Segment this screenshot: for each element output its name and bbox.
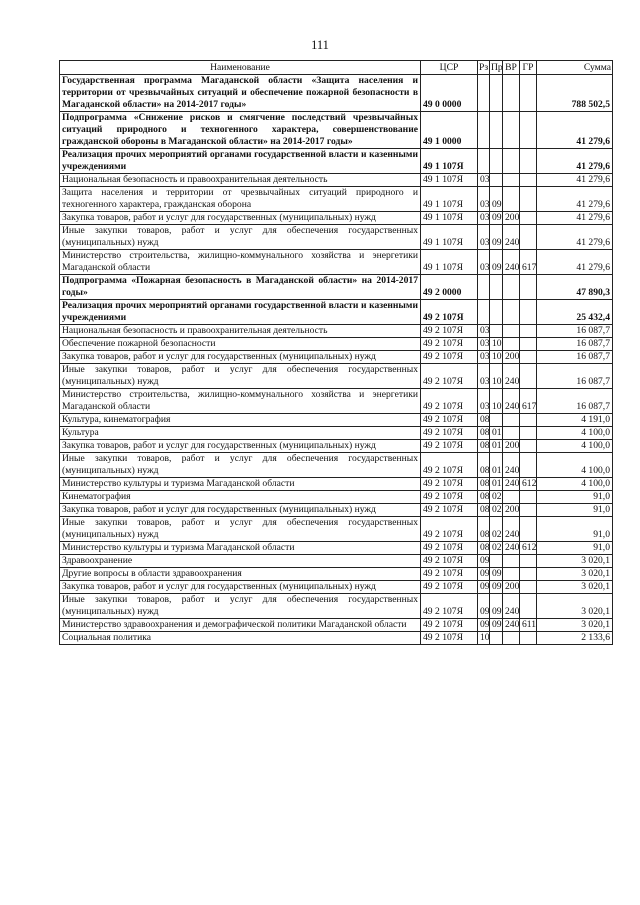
row-vr: 240 <box>503 453 520 478</box>
row-rz: 03 <box>478 338 490 351</box>
row-gr <box>520 112 537 149</box>
row-name: Государственная программа Магаданской области «Защита населения и территории от чрезвычайных ситуаций и обеспечение пожарной безопасности в Магаданской области» на 2014-2017 годы» <box>60 75 421 112</box>
row-csr: 49 1 107Я <box>421 149 478 174</box>
header-rz: Рз <box>479 61 489 73</box>
row-csr: 49 2 107Я <box>421 300 478 325</box>
table-row <box>60 149 613 174</box>
row-gr <box>520 75 537 112</box>
row-name: Закупка товаров, работ и услуг для государственных (муниципальных) нужд <box>60 440 421 453</box>
row-name: Закупка товаров, работ и услуг для государственных (муниципальных) нужд <box>60 351 421 364</box>
row-csr: 49 2 107Я <box>421 581 478 594</box>
row-sum: 788 502,5 <box>537 75 613 112</box>
row-rz <box>478 112 490 149</box>
row-sum: 16 087,7 <box>537 389 613 414</box>
row-rz: 08 <box>478 453 490 478</box>
row-rz: 08 <box>478 478 490 491</box>
row-pr: 01 <box>490 453 503 478</box>
row-vr <box>503 174 520 187</box>
row-rz: 08 <box>478 542 490 555</box>
row-gr <box>520 504 537 517</box>
row-pr: 02 <box>490 517 503 542</box>
table-row <box>60 225 613 250</box>
row-rz: 03 <box>478 187 490 212</box>
row-csr: 49 1 107Я <box>421 174 478 187</box>
header-name: Наименование <box>60 61 421 75</box>
table-row <box>60 594 613 619</box>
row-gr <box>520 275 537 300</box>
row-rz: 08 <box>478 414 490 427</box>
row-csr: 49 0 0000 <box>421 75 478 112</box>
row-name: Закупка товаров, работ и услуг для государственных (муниципальных) нужд <box>60 504 421 517</box>
table-row <box>60 632 613 645</box>
row-vr <box>503 338 520 351</box>
table-row <box>60 325 613 338</box>
row-gr <box>520 149 537 174</box>
row-sum: 25 432,4 <box>537 300 613 325</box>
row-sum: 16 087,7 <box>537 364 613 389</box>
row-csr: 49 2 107Я <box>421 325 478 338</box>
row-rz: 03 <box>478 174 490 187</box>
row-gr <box>520 338 537 351</box>
row-sum: 4 100,0 <box>537 453 613 478</box>
row-pr <box>490 174 503 187</box>
row-gr: 611 <box>520 619 537 632</box>
row-csr: 49 2 107Я <box>421 440 478 453</box>
row-csr: 49 1 0000 <box>421 112 478 149</box>
table-row <box>60 174 613 187</box>
row-rz <box>478 149 490 174</box>
row-csr: 49 1 107Я <box>421 212 478 225</box>
row-vr <box>503 325 520 338</box>
table-row <box>60 478 613 491</box>
page-number: 111 <box>311 38 329 52</box>
table-row <box>60 581 613 594</box>
row-sum: 3 020,1 <box>537 619 613 632</box>
row-csr: 49 2 107Я <box>421 619 478 632</box>
table-row <box>60 351 613 364</box>
row-pr: 09 <box>490 212 503 225</box>
row-pr <box>490 275 503 300</box>
row-name: Культура, кинематография <box>60 414 421 427</box>
row-vr <box>503 414 520 427</box>
row-vr: 240 <box>503 478 520 491</box>
header-sum: Сумма <box>537 61 613 75</box>
row-sum: 16 087,7 <box>537 325 613 338</box>
table-row <box>60 112 613 149</box>
row-pr: 10 <box>490 364 503 389</box>
row-gr: 617 <box>520 389 537 414</box>
row-csr: 49 2 107Я <box>421 427 478 440</box>
row-name: Иные закупки товаров, работ и услуг для обеспечения государственных (муниципальных) нужд <box>60 364 421 389</box>
row-pr <box>490 325 503 338</box>
row-gr <box>520 568 537 581</box>
row-rz: 09 <box>478 568 490 581</box>
row-sum: 41 279,6 <box>537 250 613 275</box>
row-sum: 4 191,0 <box>537 414 613 427</box>
table-row <box>60 555 613 568</box>
row-rz: 03 <box>478 389 490 414</box>
row-rz: 08 <box>478 491 490 504</box>
row-gr <box>520 351 537 364</box>
row-pr: 01 <box>490 440 503 453</box>
row-csr: 49 2 107Я <box>421 478 478 491</box>
row-name: Реализация прочих мероприятий органами государственной власти и казенными учреждениями <box>60 149 421 174</box>
table-row <box>60 300 613 325</box>
row-vr: 240 <box>503 542 520 555</box>
row-name: Закупка товаров, работ и услуг для государственных (муниципальных) нужд <box>60 212 421 225</box>
row-rz: 08 <box>478 517 490 542</box>
row-gr <box>520 491 537 504</box>
table-row <box>60 414 613 427</box>
row-name: Министерство здравоохранения и демографической политики Магаданской области <box>60 619 421 632</box>
row-vr: 240 <box>503 594 520 619</box>
row-rz: 03 <box>478 250 490 275</box>
table-row <box>60 619 613 632</box>
row-gr: 612 <box>520 478 537 491</box>
row-sum: 16 087,7 <box>537 351 613 364</box>
row-csr: 49 1 107Я <box>421 225 478 250</box>
row-vr: 200 <box>503 351 520 364</box>
row-name: Здравоохранение <box>60 555 421 568</box>
row-name: Подпрограмма «Снижение рисков и смягчение последствий чрезвычайных ситуаций природного и техногенного характера, совершенствование гражданской обороны в Магаданской области» на 2014-2017 годы» <box>60 112 421 149</box>
row-gr <box>520 225 537 250</box>
row-vr: 240 <box>503 619 520 632</box>
row-pr <box>490 149 503 174</box>
table-header-row <box>60 61 613 75</box>
row-csr: 49 2 107Я <box>421 542 478 555</box>
row-sum: 4 100,0 <box>537 440 613 453</box>
row-vr <box>503 75 520 112</box>
table-row <box>60 542 613 555</box>
header-vr: ВР <box>503 61 520 75</box>
row-vr <box>503 300 520 325</box>
row-csr: 49 2 107Я <box>421 453 478 478</box>
row-csr: 49 1 107Я <box>421 187 478 212</box>
row-sum: 41 279,6 <box>537 212 613 225</box>
row-sum: 4 100,0 <box>537 427 613 440</box>
row-pr: 10 <box>490 351 503 364</box>
row-gr <box>520 212 537 225</box>
table-row <box>60 568 613 581</box>
row-rz: 03 <box>478 364 490 389</box>
row-csr: 49 2 107Я <box>421 568 478 581</box>
row-csr: 49 2 107Я <box>421 555 478 568</box>
row-gr <box>520 453 537 478</box>
row-gr <box>520 517 537 542</box>
table-row <box>60 440 613 453</box>
row-rz <box>478 75 490 112</box>
row-sum: 41 279,6 <box>537 149 613 174</box>
row-gr <box>520 632 537 645</box>
row-rz: 03 <box>478 212 490 225</box>
row-name: Культура <box>60 427 421 440</box>
row-name: Национальная безопасность и правоохранительная деятельность <box>60 325 421 338</box>
row-vr <box>503 275 520 300</box>
row-name: Обеспечение пожарной безопасности <box>60 338 421 351</box>
row-sum: 91,0 <box>537 504 613 517</box>
row-vr: 240 <box>503 517 520 542</box>
header-pr: Пр <box>491 61 503 73</box>
row-vr <box>503 632 520 645</box>
row-csr: 49 2 107Я <box>421 594 478 619</box>
row-sum: 91,0 <box>537 542 613 555</box>
row-pr: 09 <box>490 187 503 212</box>
row-gr: 612 <box>520 542 537 555</box>
row-vr: 240 <box>503 250 520 275</box>
row-sum: 3 020,1 <box>537 594 613 619</box>
row-sum: 91,0 <box>537 517 613 542</box>
row-sum: 4 100,0 <box>537 478 613 491</box>
row-name: Министерство культуры и туризма Магаданской области <box>60 542 421 555</box>
row-sum: 41 279,6 <box>537 225 613 250</box>
row-rz: 03 <box>478 325 490 338</box>
row-vr <box>503 149 520 174</box>
row-pr: 09 <box>490 581 503 594</box>
row-gr <box>520 414 537 427</box>
row-pr: 02 <box>490 491 503 504</box>
row-vr <box>503 568 520 581</box>
row-gr <box>520 364 537 389</box>
row-csr: 49 2 107Я <box>421 414 478 427</box>
row-name: Подпрограмма «Пожарная безопасность в Магаданской области» на 2014-2017 годы» <box>60 275 421 300</box>
row-pr <box>490 632 503 645</box>
table-row <box>60 275 613 300</box>
row-vr <box>503 427 520 440</box>
row-vr: 200 <box>503 504 520 517</box>
row-sum: 41 279,6 <box>537 187 613 212</box>
row-vr: 240 <box>503 225 520 250</box>
table-row <box>60 517 613 542</box>
row-rz: 10 <box>478 632 490 645</box>
row-pr: 01 <box>490 427 503 440</box>
row-csr: 49 2 107Я <box>421 504 478 517</box>
row-rz: 03 <box>478 225 490 250</box>
row-csr: 49 2 107Я <box>421 517 478 542</box>
row-gr <box>520 325 537 338</box>
row-pr: 10 <box>490 389 503 414</box>
row-name: Реализация прочих мероприятий органами государственной власти и казенными учреждениями <box>60 300 421 325</box>
row-name: Иные закупки товаров, работ и услуг для обеспечения государственных (муниципальных) нужд <box>60 225 421 250</box>
row-pr <box>490 555 503 568</box>
row-csr: 49 2 107Я <box>421 364 478 389</box>
table-row <box>60 389 613 414</box>
table-row <box>60 187 613 212</box>
table-row <box>60 75 613 112</box>
row-csr: 49 2 107Я <box>421 491 478 504</box>
header-csr: ЦСР <box>421 61 478 75</box>
table-row <box>60 453 613 478</box>
row-sum: 47 890,3 <box>537 275 613 300</box>
row-name: Национальная безопасность и правоохранительная деятельность <box>60 174 421 187</box>
row-gr <box>520 581 537 594</box>
row-pr: 09 <box>490 250 503 275</box>
row-rz: 09 <box>478 594 490 619</box>
row-sum: 3 020,1 <box>537 568 613 581</box>
header-gr: ГР <box>520 61 537 75</box>
row-name: Закупка товаров, работ и услуг для государственных (муниципальных) нужд <box>60 581 421 594</box>
row-csr: 49 2 107Я <box>421 632 478 645</box>
row-rz: 08 <box>478 504 490 517</box>
row-pr: 09 <box>490 225 503 250</box>
row-name: Иные закупки товаров, работ и услуг для обеспечения государственных (муниципальных) нужд <box>60 517 421 542</box>
row-rz: 09 <box>478 555 490 568</box>
row-pr: 09 <box>490 619 503 632</box>
row-rz: 08 <box>478 427 490 440</box>
row-name: Социальная политика <box>60 632 421 645</box>
row-rz <box>478 300 490 325</box>
row-csr: 49 2 107Я <box>421 351 478 364</box>
row-sum: 3 020,1 <box>537 581 613 594</box>
row-sum: 2 133,6 <box>537 632 613 645</box>
table-row <box>60 212 613 225</box>
row-pr <box>490 75 503 112</box>
row-vr: 240 <box>503 389 520 414</box>
row-sum: 41 279,6 <box>537 112 613 149</box>
row-pr: 10 <box>490 338 503 351</box>
row-name: Министерство культуры и туризма Магаданской области <box>60 478 421 491</box>
row-gr <box>520 187 537 212</box>
row-gr: 617 <box>520 250 537 275</box>
row-vr: 240 <box>503 364 520 389</box>
table-row <box>60 427 613 440</box>
row-sum: 16 087,7 <box>537 338 613 351</box>
row-vr: 200 <box>503 212 520 225</box>
row-pr: 02 <box>490 542 503 555</box>
row-name: Министерство строительства, жилищно-коммунального хозяйства и энергетики Магаданской области <box>60 389 421 414</box>
row-vr <box>503 112 520 149</box>
row-pr: 01 <box>490 478 503 491</box>
row-vr <box>503 491 520 504</box>
row-gr <box>520 300 537 325</box>
row-csr: 49 2 107Я <box>421 338 478 351</box>
row-rz <box>478 275 490 300</box>
row-pr <box>490 300 503 325</box>
row-vr: 200 <box>503 440 520 453</box>
row-name: Защита населения и территории от чрезвычайных ситуаций природного и техногенного характера, гражданская оборона <box>60 187 421 212</box>
row-csr: 49 2 0000 <box>421 275 478 300</box>
row-name: Министерство строительства, жилищно-коммунального хозяйства и энергетики Магаданской области <box>60 250 421 275</box>
row-rz: 03 <box>478 351 490 364</box>
row-vr <box>503 555 520 568</box>
row-gr <box>520 427 537 440</box>
row-vr: 200 <box>503 581 520 594</box>
row-rz: 08 <box>478 440 490 453</box>
row-name: Другие вопросы в области здравоохранения <box>60 568 421 581</box>
table-row <box>60 491 613 504</box>
table-row <box>60 250 613 275</box>
row-pr <box>490 414 503 427</box>
table-row <box>60 504 613 517</box>
row-pr: 02 <box>490 504 503 517</box>
row-name: Иные закупки товаров, работ и услуг для обеспечения государственных (муниципальных) нужд <box>60 453 421 478</box>
table-row <box>60 364 613 389</box>
row-gr <box>520 174 537 187</box>
row-pr <box>490 112 503 149</box>
row-gr <box>520 440 537 453</box>
row-rz: 09 <box>478 619 490 632</box>
row-csr: 49 2 107Я <box>421 389 478 414</box>
row-gr <box>520 594 537 619</box>
row-pr: 09 <box>490 594 503 619</box>
row-csr: 49 1 107Я <box>421 250 478 275</box>
row-sum: 91,0 <box>537 491 613 504</box>
budget-table <box>59 60 613 645</box>
row-sum: 3 020,1 <box>537 555 613 568</box>
row-gr <box>520 555 537 568</box>
row-pr: 09 <box>490 568 503 581</box>
table-row <box>60 338 613 351</box>
row-name: Кинематография <box>60 491 421 504</box>
row-vr <box>503 187 520 212</box>
row-name: Иные закупки товаров, работ и услуг для обеспечения государственных (муниципальных) нужд <box>60 594 421 619</box>
row-sum: 41 279,6 <box>537 174 613 187</box>
row-rz: 09 <box>478 581 490 594</box>
